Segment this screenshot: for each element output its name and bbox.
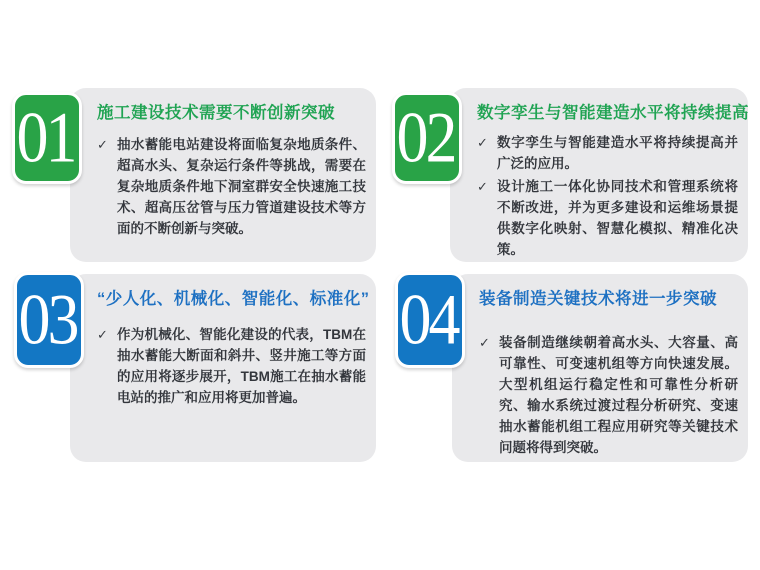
bullet-list-04 (479, 332, 738, 458)
card-panel-01 (70, 88, 376, 262)
checkmark-icon: ✓ (97, 136, 108, 152)
bullet-text: 装备制造继续朝着高水头、大容量、高可靠性、可变速机组等方向快速发展。大型机组运行稳定性和可靠性分析研究、输水系统过渡过程分析研究、变速抽水蓄能机组工程应用研究等关键技术问题将得到突破。 (499, 334, 738, 455)
bullet-item (477, 176, 738, 260)
bullet-item (479, 332, 738, 458)
number-badge-03 (14, 272, 84, 368)
checkmark-icon: ✓ (477, 178, 488, 194)
bullet-text: 数字孪生与智能建造水平将持续提高并广泛的应用。 (497, 134, 738, 171)
bullet-item (97, 324, 366, 408)
number-badge-02-text: 02 (396, 97, 455, 178)
bullet-list-01 (97, 134, 366, 239)
bullet-text: 抽水蓄能电站建设将面临复杂地质条件、超高水头、复杂运行条件等挑战，需要在复杂地质条件地下洞室群安全快速施工技术、超高压岔管与压力管道建设技术等方面的不断创新与突破。 (117, 136, 366, 236)
bullet-list-02 (477, 132, 738, 260)
card-title-03: “少人化、机械化、智能化、标准化” (97, 290, 370, 308)
number-badge-04 (395, 272, 465, 368)
number-badge-01 (12, 92, 82, 184)
card-title-02: 数字孪生与智能建造水平将持续提高 (477, 104, 749, 122)
bullet-text: 设计施工一体化协同技术和管理系统将不断改进，并为更多建设和运维场景提供数字化映射、智慧化模拟、精准化决策。 (497, 178, 738, 257)
checkmark-icon: ✓ (477, 134, 488, 150)
number-badge-03-text: 03 (18, 279, 77, 360)
card-panel-02 (450, 88, 748, 262)
bullet-item (97, 134, 366, 239)
card-title-01: 施工建设技术需要不断创新突破 (97, 104, 335, 122)
card-title-04: 装备制造关键技术将进一步突破 (479, 290, 717, 308)
number-badge-01-text: 01 (16, 97, 75, 178)
bullet-item (477, 132, 738, 174)
checkmark-icon: ✓ (479, 334, 490, 350)
bullet-list-03 (97, 324, 366, 408)
number-badge-04-text: 04 (399, 279, 458, 360)
checkmark-icon: ✓ (97, 326, 108, 342)
number-badge-02 (392, 92, 462, 184)
card-panel-03 (70, 274, 376, 462)
card-panel-04 (452, 274, 748, 462)
bullet-text: 作为机械化、智能化建设的代表，TBM在抽水蓄能大断面和斜井、竖井施工等方面的应用将逐步展开，TBM施工在抽水蓄能电站的推广和应用将更加普遍。 (117, 326, 366, 405)
